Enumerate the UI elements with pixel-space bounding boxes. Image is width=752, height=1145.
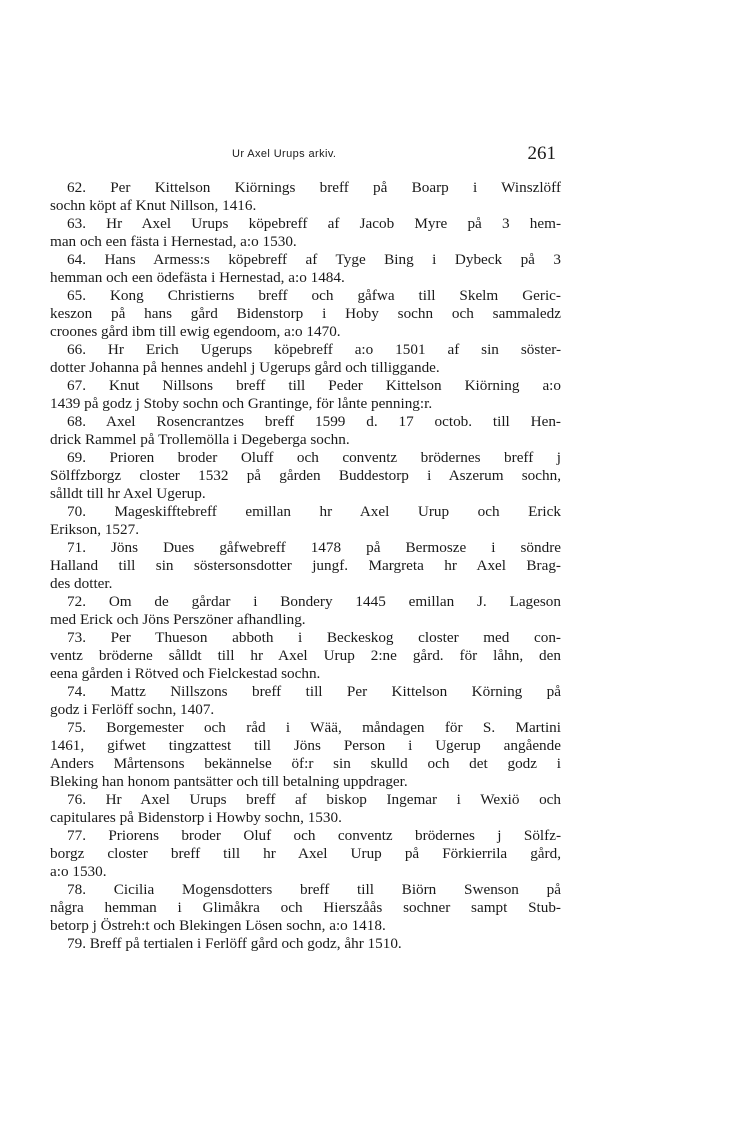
entry [50, 179, 561, 215]
entry-line: sålldt till hr Axel Ugerup. [50, 485, 206, 502]
entry [50, 377, 561, 413]
entry-first-line: 71. Jöns Dues gåfwebreff 1478 på Bermosze i söndre [67, 539, 561, 556]
entry-line: eena gården i Rötved och Fielckestad sochn. [50, 665, 321, 682]
entry-line: Sölffzborgz closter 1532 på gården Buddestorp i Aszerum sochn, [50, 467, 561, 484]
entry [50, 341, 561, 377]
entry-line: drick Rammel på Trollemölla i Degeberga sochn. [50, 431, 350, 448]
entry-list [50, 179, 561, 953]
entry [50, 251, 561, 287]
entry-first-line: 77. Priorens broder Oluf och conventz brödernes j Sölfz- [67, 827, 561, 844]
entry [50, 539, 561, 593]
entry-first-line: 65. Kong Christierns breff och gåfwa till Skelm Geric- [67, 287, 561, 304]
entry-line: capitulares på Bidenstorp i Howby sochn, 1530. [50, 809, 342, 826]
page-number: 261 [527, 143, 556, 164]
entry-line: betorp j Östreh:t och Blekingen Lösen sochn, a:o 1418. [50, 917, 386, 934]
entry [50, 881, 561, 935]
entry [50, 719, 561, 791]
entry-line: några hemman i Glimåkra och Hierszåås sochner sampt Stub- [50, 899, 561, 916]
entry [50, 935, 561, 953]
entry [50, 449, 561, 503]
entry-first-line: 63. Hr Axel Urups köpebreff af Jacob Myre på 3 hem- [67, 215, 561, 232]
entry [50, 827, 561, 881]
entry [50, 683, 561, 719]
entry [50, 593, 561, 629]
entry-line: borgz closter breff till hr Axel Urup på Förkierrila gård, [50, 845, 561, 862]
entry-first-line: 66. Hr Erich Ugerups köpebreff a:o 1501 af sin söster- [67, 341, 561, 358]
entry [50, 791, 561, 827]
entry-line: man och een fästa i Hernestad, a:o 1530. [50, 233, 297, 250]
entry-line: Anders Mårtensons bekännelse öf:r sin skulld och det godz i [50, 755, 561, 772]
entry-line: sochn köpt af Knut Nillson, 1416. [50, 197, 257, 214]
entry-line: dotter Johanna på hennes andehl j Ugerups gård och tilliggande. [50, 359, 440, 376]
entry-first-line: 74. Mattz Nillszons breff till Per Kittelson Körning på [67, 683, 561, 700]
entry-line: Halland till sin söstersonsdotter jungf. Margreta hr Axel Brag- [50, 557, 561, 574]
entry-line: ventz bröderne sålldt till hr Axel Urup 2:ne gård. för låhn, den [50, 647, 561, 664]
entry-line: keszon på hans gård Bidenstorp i Hoby sochn och sammaledz [50, 305, 561, 322]
entry [50, 287, 561, 341]
entry-first-line: 64. Hans Armess:s köpebreff af Tyge Bing i Dybeck på 3 [67, 251, 561, 268]
entry [50, 215, 561, 251]
entry [50, 503, 561, 539]
entry-first-line: 68. Axel Rosencrantzes breff 1599 d. 17 octob. till Hen- [67, 413, 561, 430]
entry-line: des dotter. [50, 575, 113, 592]
entry-line: a:o 1530. [50, 863, 107, 880]
entry-first-line: 76. Hr Axel Urups breff af biskop Ingemar i Wexiö och [67, 791, 561, 808]
entry-line: 1439 på godz j Stoby sochn och Grantinge, för lånte penning:r. [50, 395, 433, 412]
running-title: Ur Axel Urups arkiv. [232, 148, 337, 160]
entry-line: hemman och een ödefästa i Hernestad, a:o 1484. [50, 269, 345, 286]
entry-line: Erikson, 1527. [50, 521, 140, 538]
entry [50, 413, 561, 449]
entry-first-line: 69. Prioren broder Oluff och conventz brödernes breff j [67, 449, 561, 466]
entry-first-line: 78. Cicilia Mogensdotters breff till Biörn Swenson på [67, 881, 561, 898]
entry-first-line: 72. Om de gårdar i Bondery 1445 emillan J. Lageson [67, 593, 561, 610]
entry [50, 629, 561, 683]
entry-first-line: 75. Borgemester och råd i Wää, måndagen för S. Martini [67, 719, 561, 736]
entry-line: Bleking han honom pantsätter och till betalning uppdrager. [50, 773, 408, 790]
entry-line: med Erick och Jöns Perszöner afhandling. [50, 611, 306, 628]
entry-line: 1461, gifwet tingzattest till Jöns Person i Ugerup angående [50, 737, 561, 754]
entry-first-line: 67. Knut Nillsons breff till Peder Kittelson Kiörning a:o [67, 377, 561, 394]
entry-first-line: 70. Mageskifftebreff emillan hr Axel Urup och Erick [67, 503, 561, 520]
entry-first-line: 73. Per Thueson abboth i Beckeskog closter med con- [67, 629, 561, 646]
entry-line: croones gård ibm till ewig egendoom, a:o 1470. [50, 323, 341, 340]
entry-first-line: 79. Breff på tertialen i Ferlöff gård och godz, åhr 1510. [67, 935, 402, 952]
entry-first-line: 62. Per Kittelson Kiörnings breff på Boarp i Winszlöff [67, 179, 561, 196]
entry-line: godz i Ferlöff sochn, 1407. [50, 701, 215, 718]
running-head [50, 143, 560, 167]
